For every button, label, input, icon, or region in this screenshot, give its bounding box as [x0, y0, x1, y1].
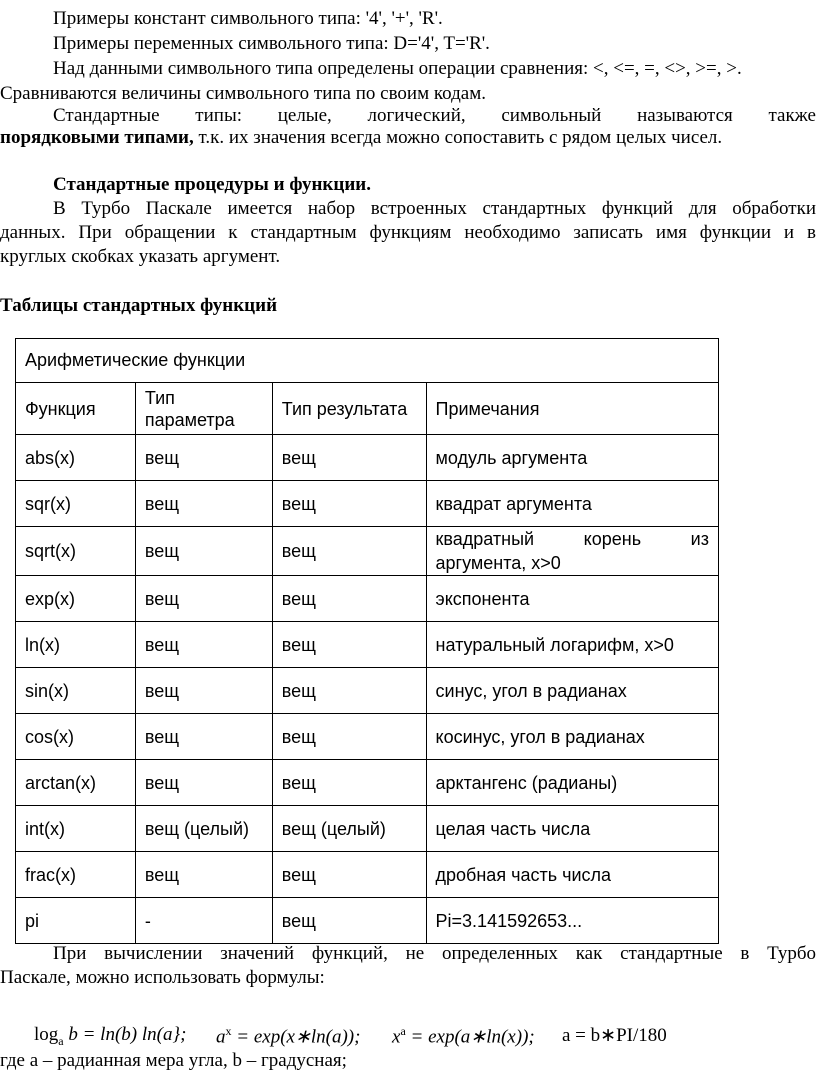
note-cell: целая часть числа [426, 806, 718, 852]
after-last-line: где a – радианная мера угла, b – градусная; [0, 1050, 347, 1071]
table-row [16, 806, 719, 852]
intro-line-3: Над данными символьного типа определены операции сравнения: <, <=, =, <>, >=, >. [53, 58, 742, 79]
param-type-cell: вещ [135, 527, 272, 576]
function-cell: int(x) [16, 806, 136, 852]
functions-table [15, 338, 719, 944]
after-line-1: При вычислении значений функций, не определенных как стандартные в Турбо [53, 943, 816, 964]
note-cell: экспонента [426, 576, 718, 622]
table-row [16, 898, 719, 944]
section-line-3: круглых скобках указать аргумент. [0, 246, 281, 267]
note-cell: косинус, угол в радианах [426, 714, 718, 760]
header-function: Функция [16, 383, 136, 435]
result-type-cell: вещ [272, 668, 426, 714]
table-heading: Таблицы стандартных функций [0, 295, 278, 316]
intro-line-1: Примеры констант символьного типа: '4', '+', 'R'. [53, 8, 443, 29]
table-row [16, 435, 719, 481]
after-line-2: Паскале, можно использовать формулы: [0, 967, 325, 988]
param-type-cell: вещ [135, 576, 272, 622]
x-power-formula: $x^a$ = exp(a∗ln(x)); [392, 1024, 535, 1048]
table-row [16, 760, 719, 806]
result-type-cell: вещ [272, 760, 426, 806]
note-cell: дробная часть числа [426, 852, 718, 898]
table-row [16, 668, 719, 714]
table-row [16, 527, 719, 576]
function-cell: cos(x) [16, 714, 136, 760]
table-row [16, 481, 719, 527]
result-type-cell: вещ [272, 576, 426, 622]
param-type-cell: вещ [135, 481, 272, 527]
function-cell: sin(x) [16, 668, 136, 714]
function-cell: pi [16, 898, 136, 944]
note-cell: квадратный корень из аргумента, x>0 [426, 527, 718, 576]
param-type-cell: вещ [135, 668, 272, 714]
formulas-line [0, 1018, 816, 1050]
intro-line-6 [0, 125, 816, 150]
function-cell: arctan(x) [16, 760, 136, 806]
section-heading: Стандартные процедуры и функции. [53, 174, 371, 195]
ordinal-types-term: порядковыми типами, [0, 127, 194, 148]
result-type-cell: вещ [272, 435, 426, 481]
power-formula: $a^x$ = exp(x∗ln(a)); [216, 1024, 361, 1048]
function-cell: ln(x) [16, 622, 136, 668]
intro-line-2: Примеры переменных символьного типа: D='4', T='R'. [53, 33, 490, 54]
intro-line-6-rest: т.к. их значения всегда можно сопоставить с рядом целых чисел. [193, 127, 723, 148]
header-notes: Примечания [426, 383, 718, 435]
intro-line-5: Стандартные типы: целые, логический, символьный называются также [53, 105, 816, 126]
result-type-cell: вещ [272, 714, 426, 760]
result-type-cell: вещ [272, 481, 426, 527]
result-type-cell: вещ [272, 527, 426, 576]
param-type-cell: вещ [135, 435, 272, 481]
log-formula: $\log_a b = \ln(b)$ ln(a}; [34, 1024, 187, 1048]
param-type-cell: вещ (целый) [135, 806, 272, 852]
result-type-cell: вещ (целый) [272, 806, 426, 852]
result-type-cell: вещ [272, 622, 426, 668]
intro-line-4: Сравниваются величины символьного типа по своим кодам. [0, 83, 486, 104]
param-type-cell: вещ [135, 852, 272, 898]
result-type-cell: вещ [272, 898, 426, 944]
note-cell: квадрат аргумента [426, 481, 718, 527]
table-header-row [16, 383, 719, 435]
function-cell: sqr(x) [16, 481, 136, 527]
section-line-1: В Турбо Паскале имеется набор встроенных стандартных функций для обработки [53, 198, 816, 219]
table-caption: Арифметические функции [16, 339, 719, 383]
param-type-cell: вещ [135, 622, 272, 668]
note-cell: натуральный логарифм, x>0 [426, 622, 718, 668]
param-type-cell: - [135, 898, 272, 944]
table-row [16, 576, 719, 622]
function-cell: frac(x) [16, 852, 136, 898]
table-row [16, 714, 719, 760]
function-cell: abs(x) [16, 435, 136, 481]
header-param-type: Тип параметра [135, 383, 272, 435]
note-cell: модуль аргумента [426, 435, 718, 481]
result-type-cell: вещ [272, 852, 426, 898]
param-type-cell: вещ [135, 760, 272, 806]
table-row [16, 622, 719, 668]
note-cell: Pi=3.141592653... [426, 898, 718, 944]
radian-formula: a = b∗PI/180 [562, 1025, 667, 1046]
function-cell: exp(x) [16, 576, 136, 622]
function-cell: sqrt(x) [16, 527, 136, 576]
note-cell: арктангенс (радианы) [426, 760, 718, 806]
table-row [16, 852, 719, 898]
header-result-type: Тип результата [272, 383, 426, 435]
param-type-cell: вещ [135, 714, 272, 760]
note-cell: синус, угол в радианах [426, 668, 718, 714]
section-line-2: данных. При обращении к стандартным функциям необходимо записать имя функции и в [0, 222, 816, 243]
